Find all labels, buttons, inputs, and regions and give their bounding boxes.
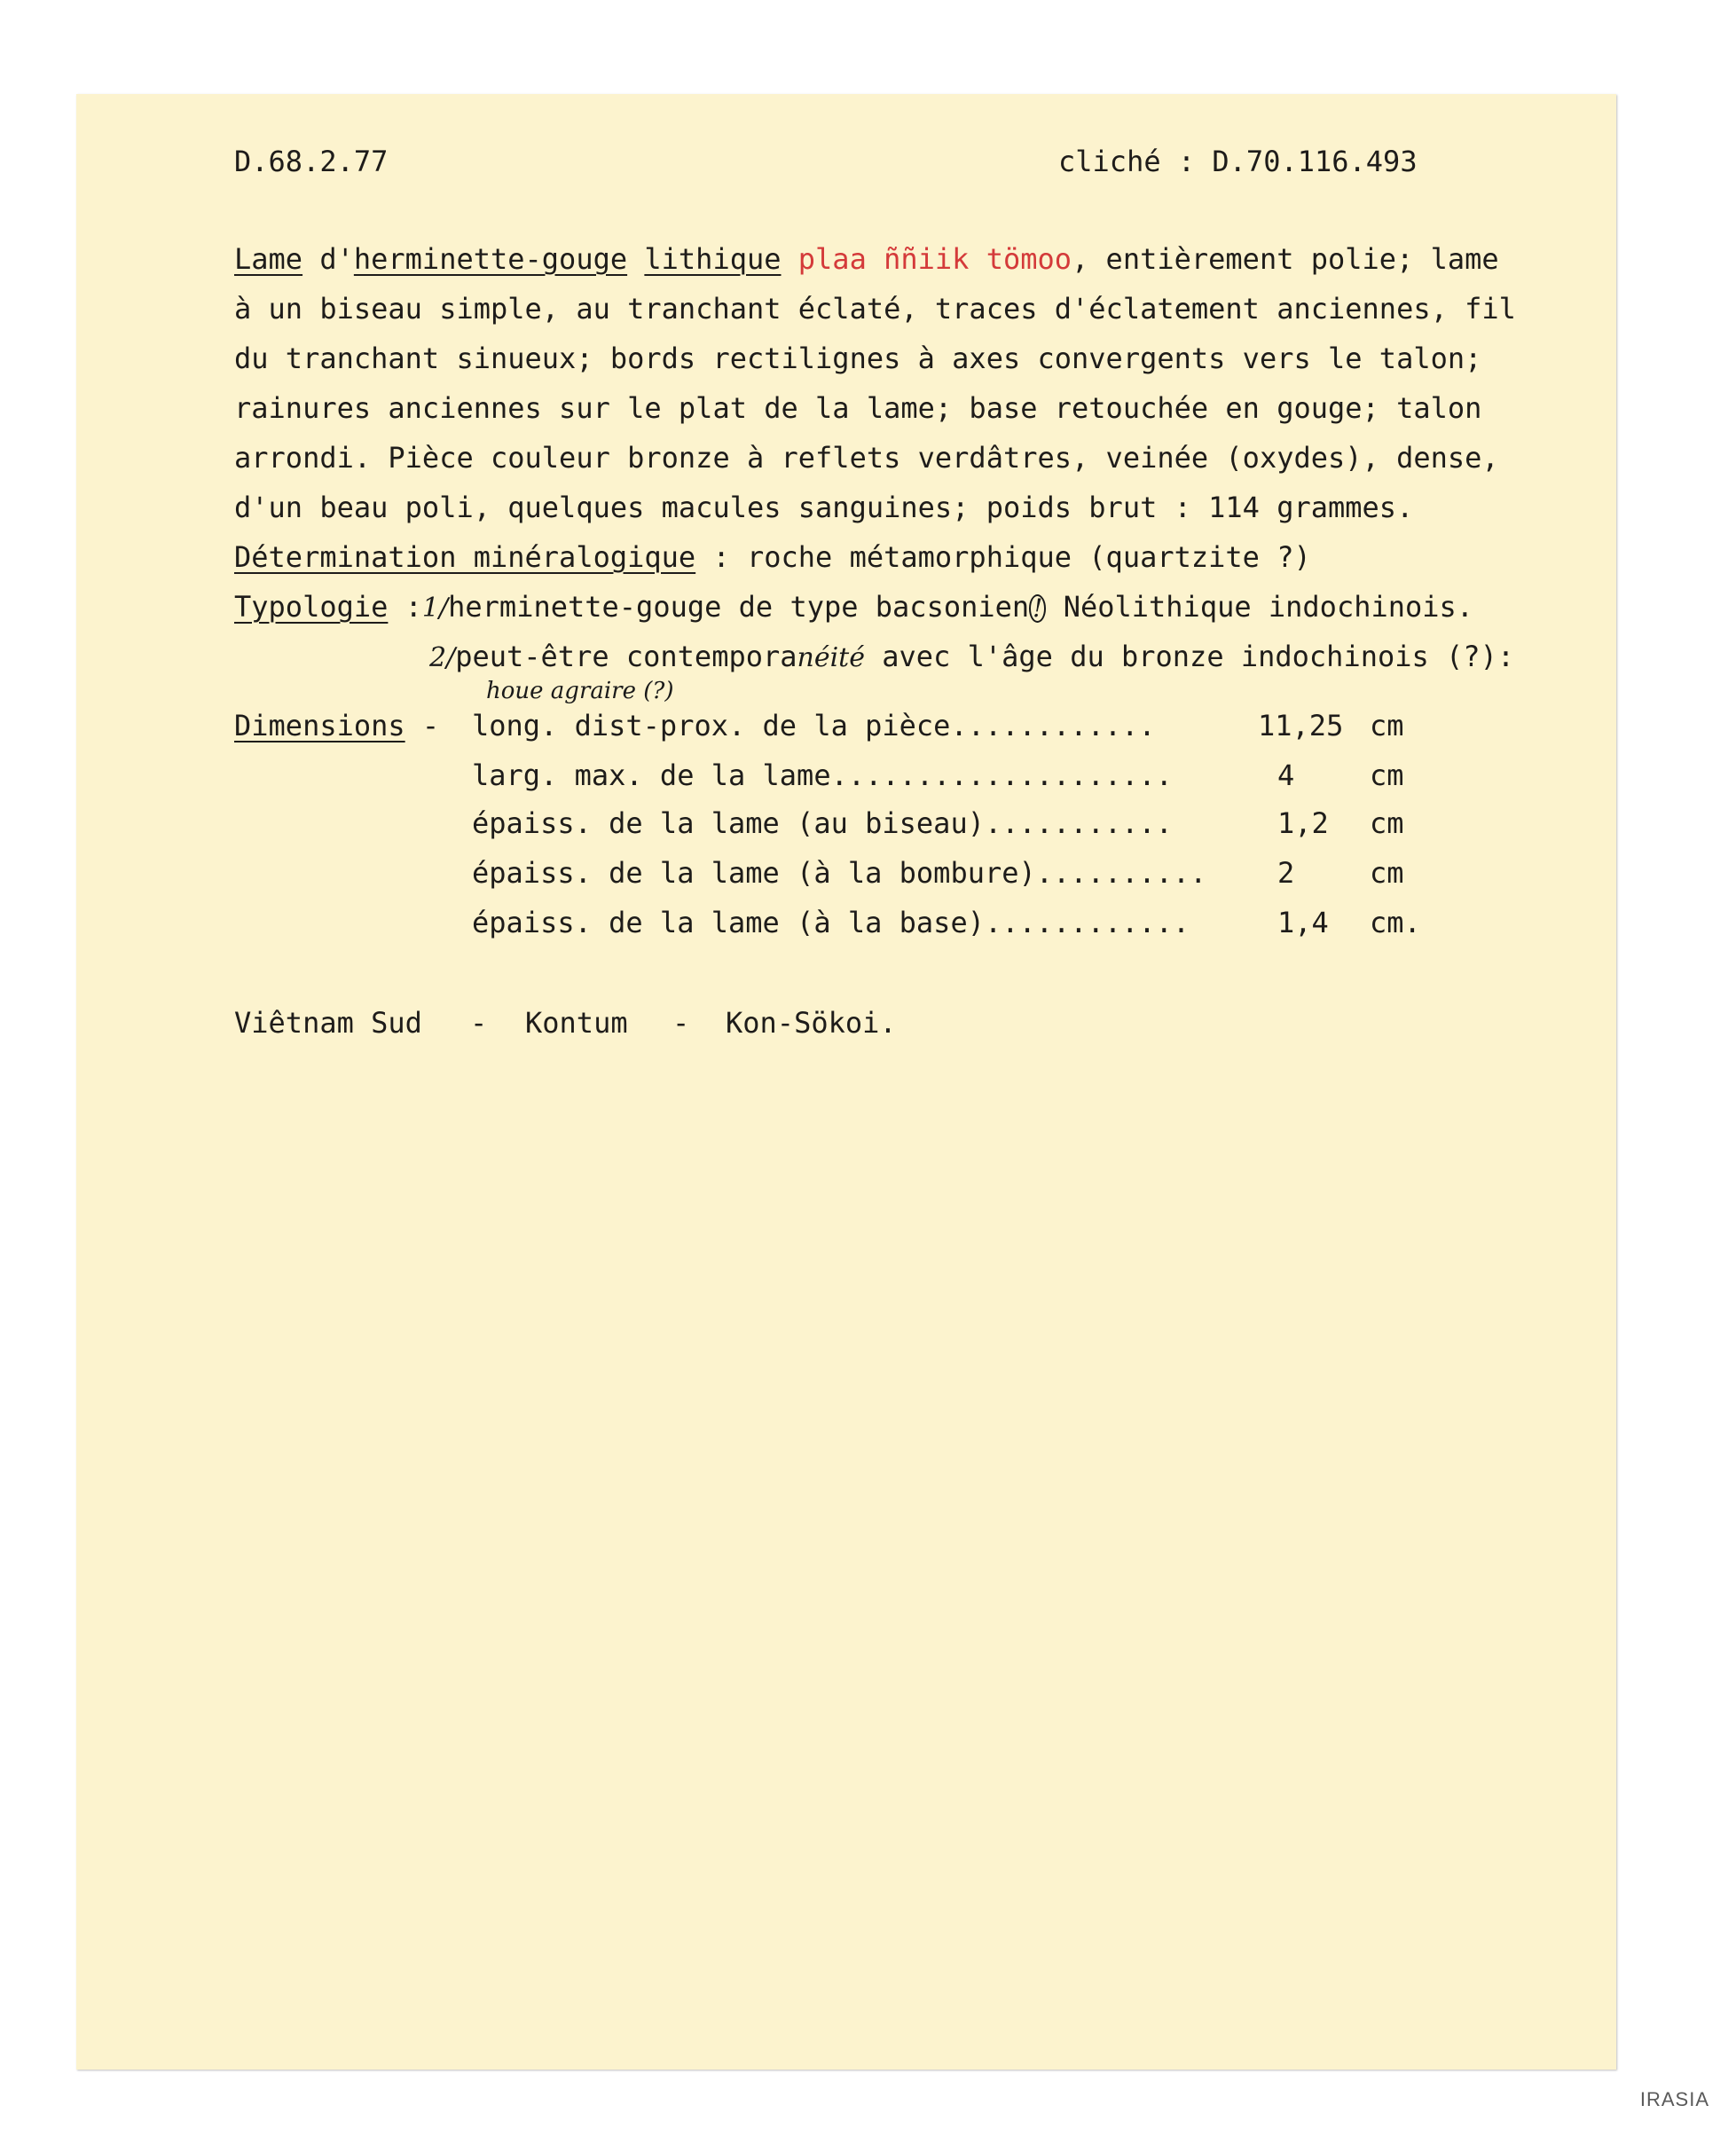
location-province: Kontum xyxy=(525,1006,628,1040)
description-line-5: arrondi. Pièce couleur bronze à reflets verdâtres, veinée (oxydes), dense, xyxy=(234,441,1499,475)
typology-line-2 xyxy=(429,642,1514,672)
handwritten-mark-2: 2/ xyxy=(429,642,456,673)
typology-text-2b: avec l'âge du bronze indochinois (?): xyxy=(865,640,1515,673)
dimension-row-text: long. dist-prox. de la pièce............ xyxy=(472,709,1156,742)
dimensions-heading xyxy=(234,711,456,740)
description-line-6: d'un beau poli, quelques macules sanguines; poids brut : 114 grammes. xyxy=(234,491,1414,524)
location-country: Viêtnam Sud xyxy=(234,1006,422,1040)
dimension-row-value: 2 xyxy=(1277,856,1295,890)
handwritten-correction: néité xyxy=(797,642,865,673)
typology-label: Typologie xyxy=(234,590,389,624)
dimension-row-value: 1,4 xyxy=(1277,906,1329,939)
typology-colon: : xyxy=(388,590,422,624)
description-line-3: du tranchant sinueux; bords rectilignes à axes convergents vers le talon; xyxy=(234,342,1482,375)
typology-text-2a: peut-être contempora xyxy=(455,640,797,673)
word-lame: Lame xyxy=(234,242,303,276)
word-herminette-gouge: herminette-gouge xyxy=(353,242,628,276)
dimension-row-text: épaiss. de la lame (à la bombure).......... xyxy=(472,856,1207,890)
dimension-row-value: 11,25 xyxy=(1258,709,1344,742)
description-line-4: rainures anciennes sur le plat de la lame; base retouchée en gouge; talon xyxy=(234,391,1482,425)
handwritten-mark-1: 1/ xyxy=(421,593,449,624)
dimension-row-value: 1,2 xyxy=(1277,806,1329,840)
dimension-row-text: épaiss. de la lame (au biseau)........... xyxy=(472,806,1173,840)
dimensions-dash: - xyxy=(405,709,457,742)
location-separator: - xyxy=(672,1006,690,1040)
mineralogy-label: Détermination minéralogique xyxy=(234,540,696,574)
typology-text-1-end: Néolithique indochinois. xyxy=(1046,590,1474,624)
description-line-1-rest: , entièrement polie; lame xyxy=(1072,242,1499,276)
dimension-row-unit: cm. xyxy=(1370,906,1421,939)
dimension-row-unit: cm xyxy=(1370,758,1404,792)
handwritten-note-houe-agraire: houe agraire (?) xyxy=(486,678,674,704)
dimension-row-unit: cm xyxy=(1370,709,1404,742)
mineralogy-line xyxy=(234,540,1311,574)
description-line-2: à un biseau simple, au tranchant éclaté, traces d'éclatement anciennes, fil xyxy=(234,292,1516,326)
word-d: d' xyxy=(302,242,354,276)
description-line-1 xyxy=(234,242,1499,276)
dimension-row-unit: cm xyxy=(1370,806,1404,840)
dimension-row-value: 4 xyxy=(1277,758,1295,792)
typology-text-1: herminette-gouge de type bacsonien xyxy=(448,590,1030,624)
circled-exclamation-mark: ! xyxy=(1029,594,1046,623)
location-separator: - xyxy=(470,1006,488,1040)
local-name-red: plaa ññiik tömoo xyxy=(797,242,1072,276)
mineralogy-value: : roche métamorphique (quartzite ?) xyxy=(695,540,1311,574)
typology-line-1 xyxy=(234,590,1474,624)
dimension-row-unit: cm xyxy=(1370,856,1404,890)
reference-number: D.68.2.77 xyxy=(234,145,389,178)
dimension-row-text: épaiss. de la lame (à la base)............ xyxy=(472,906,1190,939)
location-village: Kon-Sökoi. xyxy=(726,1006,897,1040)
irasia-watermark: IRASIA xyxy=(1639,2088,1709,2110)
dimension-row-text: larg. max. de la lame.................... xyxy=(472,758,1173,792)
cliche-reference: cliché : D.70.116.493 xyxy=(1058,145,1418,178)
dimensions-label: Dimensions xyxy=(234,709,405,742)
word-lithique: lithique xyxy=(644,242,782,276)
